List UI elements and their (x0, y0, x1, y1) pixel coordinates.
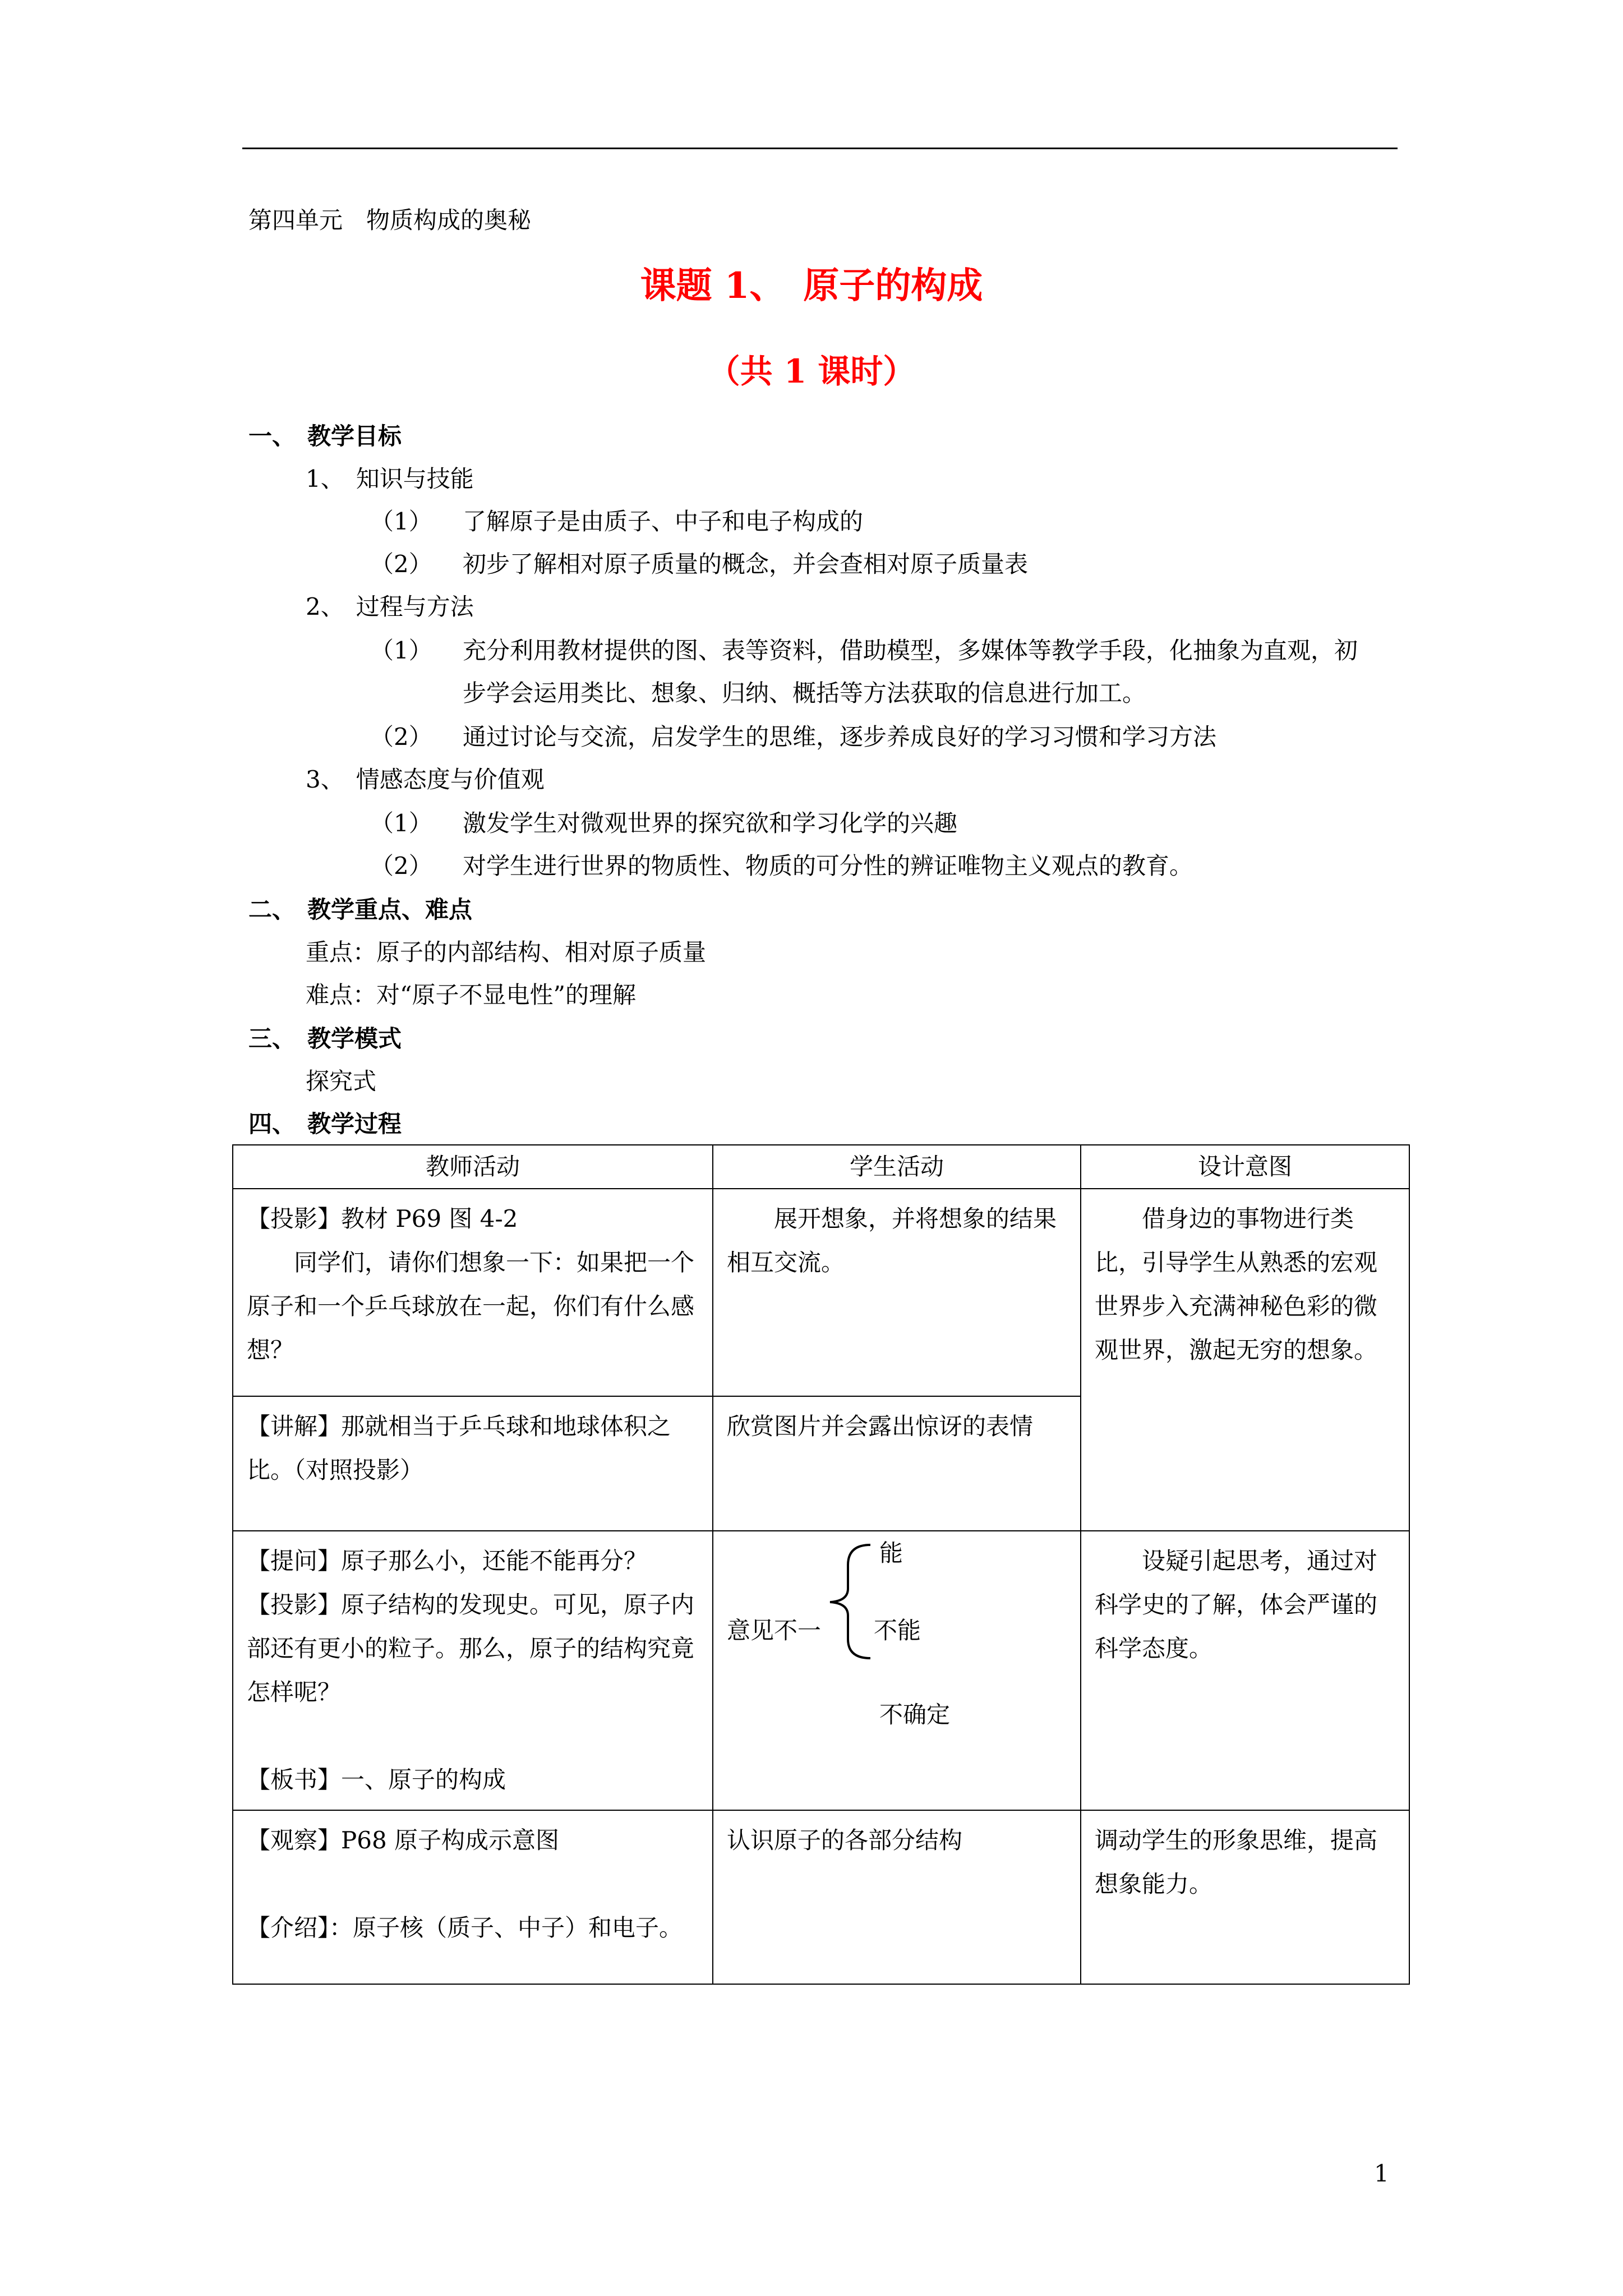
teacher-text: 同学们，请你们想象一下：如果把一个原子和一个乒乓球放在一起，你们有什么感想？ (247, 1249, 695, 1364)
header-teacher: 教师活动 (233, 1145, 713, 1189)
student-cell (713, 1810, 1081, 1984)
teacher-text: 【板书】一、原子的构成 (247, 1766, 506, 1793)
table-row (233, 1189, 1409, 1396)
lesson-title: 课题 1、 原子的构成 (640, 265, 983, 307)
mode-value: 探究式 (306, 1068, 377, 1095)
key-point: 重点：原子的内部结构、相对原子质量 (306, 938, 707, 966)
student-cell (713, 1531, 1081, 1810)
intent-cell (1081, 1189, 1409, 1531)
intent-text: 设疑引起思考，通过对科学史的了解，体会严谨的科学态度。 (1095, 1547, 1378, 1662)
intent-text: 调动学生的形象思维，提高想象能力。 (1095, 1826, 1378, 1898)
e2-num: （2） (370, 852, 432, 880)
teacher-cell (233, 1189, 713, 1396)
teacher-cell (233, 1531, 713, 1810)
intent-text: 借身边的事物进行类比，引导学生从熟悉的宏观世界步入充满神秘色彩的微观世界，激起无穷的想象。 (1095, 1205, 1378, 1364)
teacher-text: 【讲解】那就相当于乒乓球和地球体积之比。（对照投影） (247, 1412, 671, 1484)
student-cell (713, 1396, 1081, 1531)
intent-cell (1081, 1531, 1409, 1810)
k1-num: （1） (370, 508, 432, 535)
teacher-cell (233, 1396, 713, 1531)
keypoints-heading: 二、 教学重点、难点 (248, 896, 473, 923)
header-rule (242, 148, 1398, 149)
p2-text: 通过讨论与交流，启发学生的思维，逐步养成良好的学习习惯和学习方法 (463, 723, 1217, 751)
teacher-text: 【介绍】：原子核（质子、中子）和电子。 (247, 1914, 683, 1941)
p1-text-a: 充分利用教材提供的图、表等资料，借助模型，多媒体等教学手段，化抽象为直观，初 (463, 637, 1358, 664)
header-intent: 设计意图 (1081, 1145, 1409, 1189)
k2-text: 初步了解相对原子质量的概念，并会查相对原子质量表 (463, 550, 1029, 578)
p1-text-b: 步学会运用类比、想象、归纳、概括等方法获取的信息进行加工。 (463, 679, 1146, 707)
mode-heading: 三、 教学模式 (248, 1025, 402, 1052)
p1-num: （1） (370, 637, 432, 664)
e1-text: 激发学生对微观世界的探究欲和学习化学的兴趣 (463, 809, 958, 837)
table-row (233, 1810, 1409, 1984)
teacher-text: 【投影】教材 P69 图 4-2 (247, 1205, 518, 1232)
e1-num: （1） (370, 809, 432, 837)
teacher-cell (233, 1810, 713, 1984)
teacher-text: 【投影】原子结构的发现史。可见，原子内部还有更小的粒子。那么，原子的结构究竟怎样呢？ (247, 1591, 695, 1706)
opinion-option-unsure: 不确定 (879, 1701, 951, 1728)
header-student: 学生活动 (713, 1145, 1081, 1189)
page-number: 1 (1374, 2160, 1389, 2187)
opinion-option-yes: 能 (879, 1539, 903, 1567)
opinion-option-no: 不能 (874, 1617, 921, 1644)
lesson-subtitle: （共 1 课时） (707, 352, 916, 390)
student-text: 展开想象，并将想象的结果相互交流。 (727, 1205, 1057, 1276)
e2-text: 对学生进行世界的物质性、物质的可分性的辨证唯物主义观点的教育。 (463, 852, 1193, 880)
teacher-text: 【观察】P68 原子构成示意图 (247, 1826, 560, 1854)
p2-num: （2） (370, 723, 432, 751)
teacher-text: 【提问】原子那么小，还能不能再分？ (247, 1547, 648, 1575)
k2-num: （2） (370, 550, 432, 578)
knowledge-title: 1、 知识与技能 (306, 465, 474, 493)
k1-text: 了解原子是由质子、中子和电子构成的 (463, 508, 864, 535)
table-row (233, 1531, 1409, 1810)
student-cell (713, 1189, 1081, 1396)
unit-header: 第四单元 物质构成的奥秘 (248, 206, 532, 234)
table-header-row (233, 1145, 1409, 1189)
student-text: 欣赏图片并会露出惊讶的表情 (727, 1412, 1034, 1440)
process-method-title: 2、 过程与方法 (306, 593, 474, 620)
opinion-label: 意见不一 (727, 1617, 822, 1644)
student-text: 认识原子的各部分结构 (727, 1826, 963, 1854)
intent-cell (1081, 1810, 1409, 1984)
difficulty-point: 难点：对“原子不显电性”的理解 (306, 981, 636, 1009)
teaching-process-table (232, 1144, 1410, 1985)
process-heading: 四、 教学过程 (248, 1110, 402, 1138)
objectives-heading: 一、 教学目标 (248, 422, 402, 450)
brace-icon (826, 1543, 876, 1660)
emotion-title: 3、 情感态度与价值观 (306, 766, 545, 793)
